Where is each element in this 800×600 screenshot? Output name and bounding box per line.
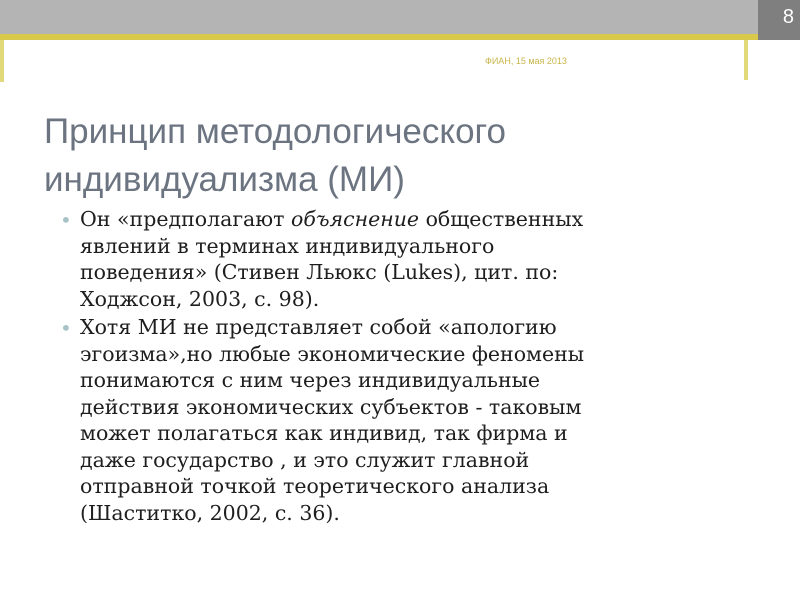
slide-content bbox=[60, 206, 740, 528]
bullet-item-2 bbox=[60, 314, 740, 526]
corner-accent-right bbox=[744, 40, 748, 80]
slide-title bbox=[44, 108, 664, 204]
page-number-box bbox=[758, 0, 800, 40]
bullet-2-line-7: отправной точкой теоретического анализа bbox=[80, 474, 550, 498]
bullet-2-line-1: Хотя МИ не представляет собой «апологию bbox=[80, 315, 557, 339]
bullet-1-line-3: поведения» (Стивен Льюкс (Lukes), цит. по: bbox=[80, 260, 559, 284]
bullet-2-line-6: даже государство , и это служит главной bbox=[80, 447, 530, 472]
header-bar bbox=[0, 0, 800, 34]
title-line-1: Принцип методологического bbox=[44, 112, 507, 151]
header-accent-line bbox=[0, 34, 800, 40]
title-line-2: индивидуализма (МИ) bbox=[44, 160, 405, 199]
corner-accent-left bbox=[0, 40, 4, 82]
bullet-1-line-2: явлений в терминах индивидуального bbox=[80, 233, 495, 258]
footer-note: ФИАН, 15 мая 2013 bbox=[485, 56, 567, 66]
bullet-1-line-4: Ходжсон, 2003, с. 98). bbox=[80, 286, 320, 311]
bullet-2-line-3: понимаются с ним через индивидуальные bbox=[80, 368, 541, 392]
bullet-dot-icon: • bbox=[60, 316, 72, 340]
bullet-item-1 bbox=[60, 206, 740, 312]
bullet-dot-icon: • bbox=[60, 208, 72, 232]
bullet-2-line-2: эгоизма»,но любые экономические феномены bbox=[80, 341, 585, 366]
bullet-1-line-1: Он «предполагают объяснение общественных bbox=[80, 207, 584, 231]
emphasis-text: объяснение bbox=[291, 207, 420, 231]
bullet-2-line-5: может полагаться как индивид, так фирма и bbox=[80, 421, 568, 445]
page-number: 8 bbox=[782, 6, 794, 28]
bullet-2-line-4: действия экономических субъектов - таковым bbox=[80, 394, 582, 419]
bullet-2-line-8: (Шаститко, 2002, с. 36). bbox=[80, 500, 340, 525]
